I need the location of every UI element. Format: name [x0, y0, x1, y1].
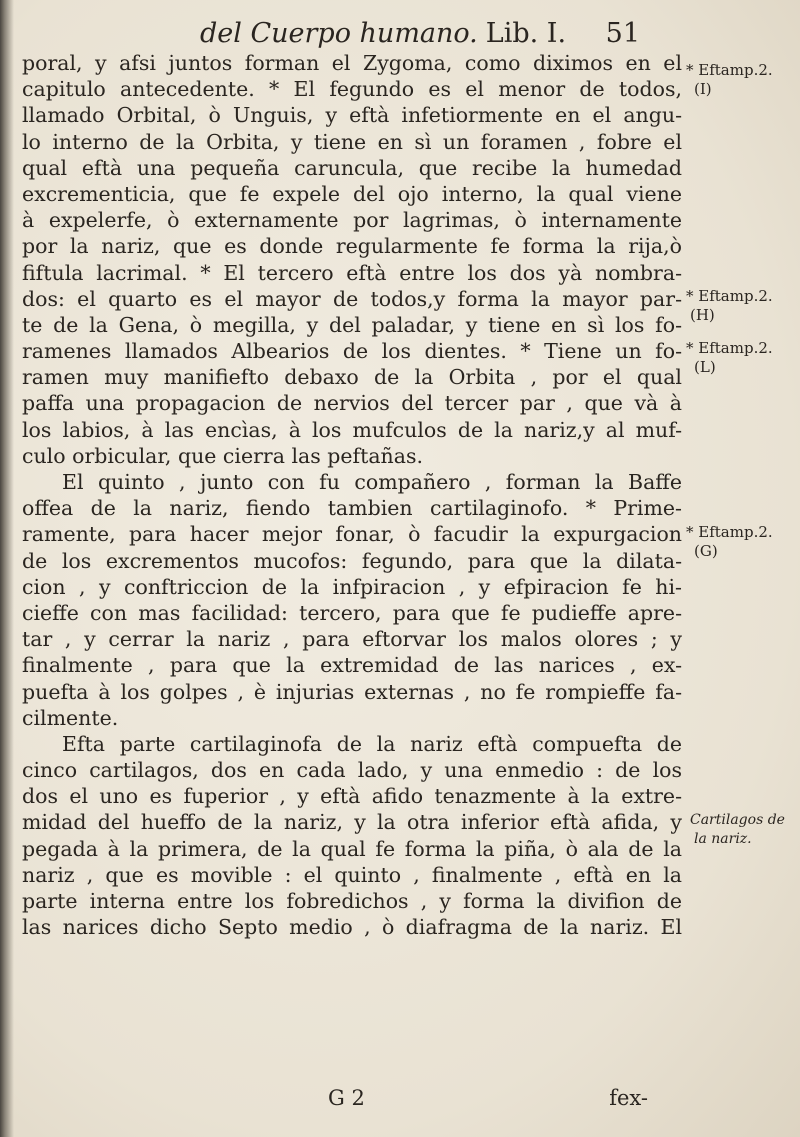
text-line: cinco cartilagos, dos en cada lado, y una enmedio : de los	[22, 758, 682, 783]
text-line: Efta parte cartilaginofa de la nariz eftà compuefta de	[62, 731, 682, 756]
text-line: parte interna entre los fobredichos , y forma la divifion de	[22, 889, 682, 913]
text-line: puefta à los golpes , è injurias externas , no fe rompieffe fa-	[22, 679, 682, 704]
running-head	[200, 14, 640, 54]
margin-note-figure: (L)	[694, 358, 716, 376]
text-line: de los excrementos mucofos: fegundo, para que la dilata-	[22, 548, 682, 573]
text-line: ramente, para hacer mejor fonar, ò facudir la expurgacion	[22, 522, 682, 547]
text-line: excrementicia, que fe expele del ojo interno, la qual viene	[22, 181, 682, 206]
text-line: capitulo antecedente. * El fegundo es el menor de todos,	[22, 77, 682, 102]
text-line: finalmente , para que la extremidad de las narices , ex-	[22, 653, 682, 678]
text-line: las narices dicho Septo medio , ò diafragma de la nariz. El	[22, 915, 682, 940]
page-footer	[200, 1086, 660, 1114]
margin-note-reference: * Eftamp.2.	[686, 523, 773, 541]
binding-gutter	[0, 0, 14, 1137]
margin-note-figure: (G)	[694, 542, 718, 560]
running-head-book: Lib. I.	[485, 18, 567, 49]
text-line: lo interno de la Orbita, y tiene en sì un foramen , fobre el	[22, 129, 682, 154]
text-line: por la nariz, que es donde regularmente fe forma la rija,ò	[22, 234, 682, 259]
margin-note-topic: la nariz.	[694, 831, 752, 847]
text-line: pegada à la primera, de la qual fe forma la piña, ò ala de la	[22, 836, 682, 861]
margin-note-topic: Cartilagos de	[690, 812, 785, 828]
text-line: offea de la nariz, fiendo tambien cartilaginofo. * Prime-	[22, 496, 682, 521]
text-line: midad del hueffo de la nariz, y la otra inferior eftà afida, y	[22, 810, 682, 835]
text-line: los labios, à las encìas, à los mufculos de la nariz,y al muf-	[22, 417, 682, 442]
text-line: cieffe con mas facilidad: tercero, para que fe pudieffe apre-	[22, 600, 682, 625]
text-line: tar , y cerrar la nariz , para eftorvar los malos olores ; y	[22, 627, 682, 652]
text-line: paffa una propagacion de nervios del tercer par , que và à	[22, 391, 682, 416]
text-line: llamado Orbital, ò Unguis, y eftà infetiormente en el angu-	[22, 103, 682, 128]
text-line: à expelerfe, ò externamente por lagrimas, ò internamente	[22, 208, 682, 233]
text-line: ramenes llamados Albearios de los dientes. * Tiene un fo-	[22, 339, 682, 364]
text-line: ramen muy manifiefto debaxo de la Orbita , por el qual	[22, 365, 682, 390]
margin-note-figure: (I)	[694, 80, 712, 98]
page-number: 51	[605, 18, 640, 49]
body-text	[22, 50, 682, 940]
signature-mark: G 2	[328, 1086, 365, 1110]
margin-note-figure: (H)	[690, 306, 715, 324]
text-line: poral, y afsi juntos forman el Zygoma, como diximos en el	[22, 51, 682, 75]
text-line: nariz , que es movible : el quinto , finalmente , eftà en la	[22, 862, 682, 887]
text-line: cilmente.	[22, 705, 119, 730]
text-line: cion , y conftriccion de la infpiracion , y efpiracion fe hi-	[22, 574, 682, 599]
margin-note-reference: * Eftamp.2.	[686, 339, 773, 357]
catchword: fex-	[609, 1086, 648, 1110]
margin-note-reference: * Eftamp.2.	[686, 287, 773, 305]
text-line: qual eftà una pequeña caruncula, que recibe la humedad	[22, 155, 682, 180]
text-line: dos el uno es fuperior , y eftà afido tenazmente à la extre-	[22, 784, 682, 809]
running-head-title: del Cuerpo humano.	[200, 18, 478, 49]
text-line: culo orbicular, que cierra las peftañas.	[22, 443, 424, 468]
text-line: te de la Gena, ò megilla, y del paladar, y tiene en sì los fo-	[22, 312, 682, 337]
margin-note-reference: * Eftamp.2.	[686, 61, 773, 79]
text-line: El quinto , junto con fu compañero , forman la Baffe	[62, 470, 682, 494]
text-line: fiftula lacrimal. * El tercero eftà entre los dos yà nombra-	[22, 260, 682, 285]
text-line: dos: el quarto es el mayor de todos,y forma la mayor par-	[22, 286, 682, 311]
